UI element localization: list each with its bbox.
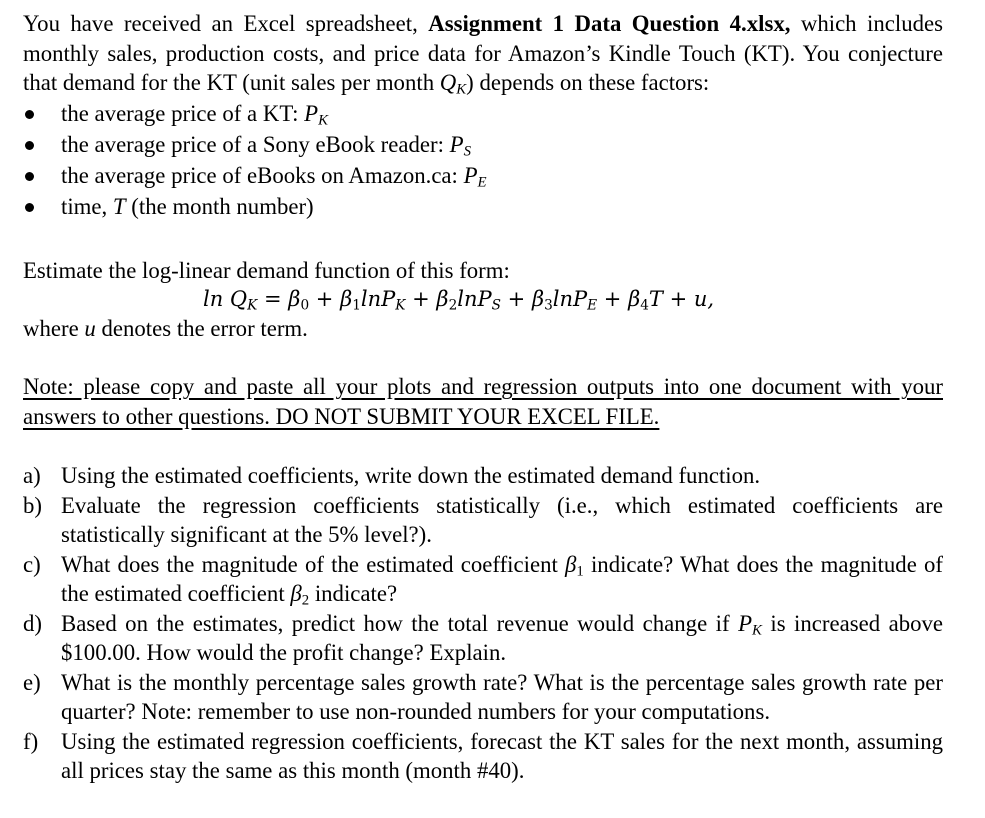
where-line: where u denotes the error term. bbox=[23, 316, 308, 341]
intro-text-2: which includes monthly sales, production costs, and price data for Amazon’s Kindle Touch (KT). You conjecture that demand for the KT (unit sales per month bbox=[23, 11, 943, 95]
intro-text: You have received an Excel spreadsheet, bbox=[23, 11, 429, 36]
bullet-dot bbox=[25, 203, 34, 212]
bullet-dot bbox=[25, 110, 34, 119]
question-d: d) Based on the estimates, predict how the total revenue would change if $P_K$ is increased above $100.00. How would the profit change? Explain. bbox=[23, 610, 944, 665]
question-e: e) What is the monthly percentage sales growth rate? What is the percentage sales growth rate per quarter? Note: remember to use non-rounded numbers for your computations. bbox=[23, 669, 943, 724]
question-b: b) Evaluate the regression coefficients statistically (i.e., which estimated coefficients are statistically significant at the 5% level?). bbox=[23, 492, 943, 547]
intro-text-3: ) depends on these factors: bbox=[466, 70, 710, 95]
factor-item: time, T (the month number) bbox=[23, 191, 923, 222]
question-f: f) Using the estimated regression coefficients, forecast the KT sales for the next month, assuming all prices stay the same as this month (month #40). bbox=[23, 728, 943, 783]
qk-subscript: K bbox=[456, 81, 467, 98]
submission-note: Note: please copy and paste all your plots and regression outputs into one document with your answers to other questions. DO NOT SUBMIT YOUR EXCEL FILE. bbox=[23, 374, 943, 429]
factor-item: the average price of eBooks on Amazon.ca: $P_E$ bbox=[23, 160, 923, 191]
demand-equation: $\ln Q_K = \beta_0 + \beta_1\ln P_K + \beta_2\ln P_S + \beta_3\ln P_E + \beta_4T + u$, bbox=[203, 287, 715, 314]
question-c: c) What does the magnitude of the estimated coefficient $\beta_1$ indicate? What does the magnitude of the estimated coefficient $\beta_2$ indicate? bbox=[23, 551, 943, 609]
factor-item: the average price of a Sony eBook reader: $P_S$ bbox=[23, 129, 923, 160]
file-name: Assignment 1 Data Question 4.xlsx, bbox=[428, 11, 791, 36]
factor-item: the average price of a KT: $P_K$ bbox=[23, 98, 923, 129]
bullet-dot bbox=[25, 141, 34, 150]
question-list bbox=[23, 461, 943, 786]
question-a: a) Using the estimated coefficients, write down the estimated demand function. bbox=[23, 463, 761, 488]
intro-paragraph bbox=[23, 9, 943, 98]
bullet-dot bbox=[25, 172, 34, 181]
factor-list bbox=[23, 98, 923, 222]
qk-symbol: Q bbox=[439, 70, 457, 95]
estimate-line: Estimate the log-linear demand function of this form: bbox=[23, 258, 510, 283]
